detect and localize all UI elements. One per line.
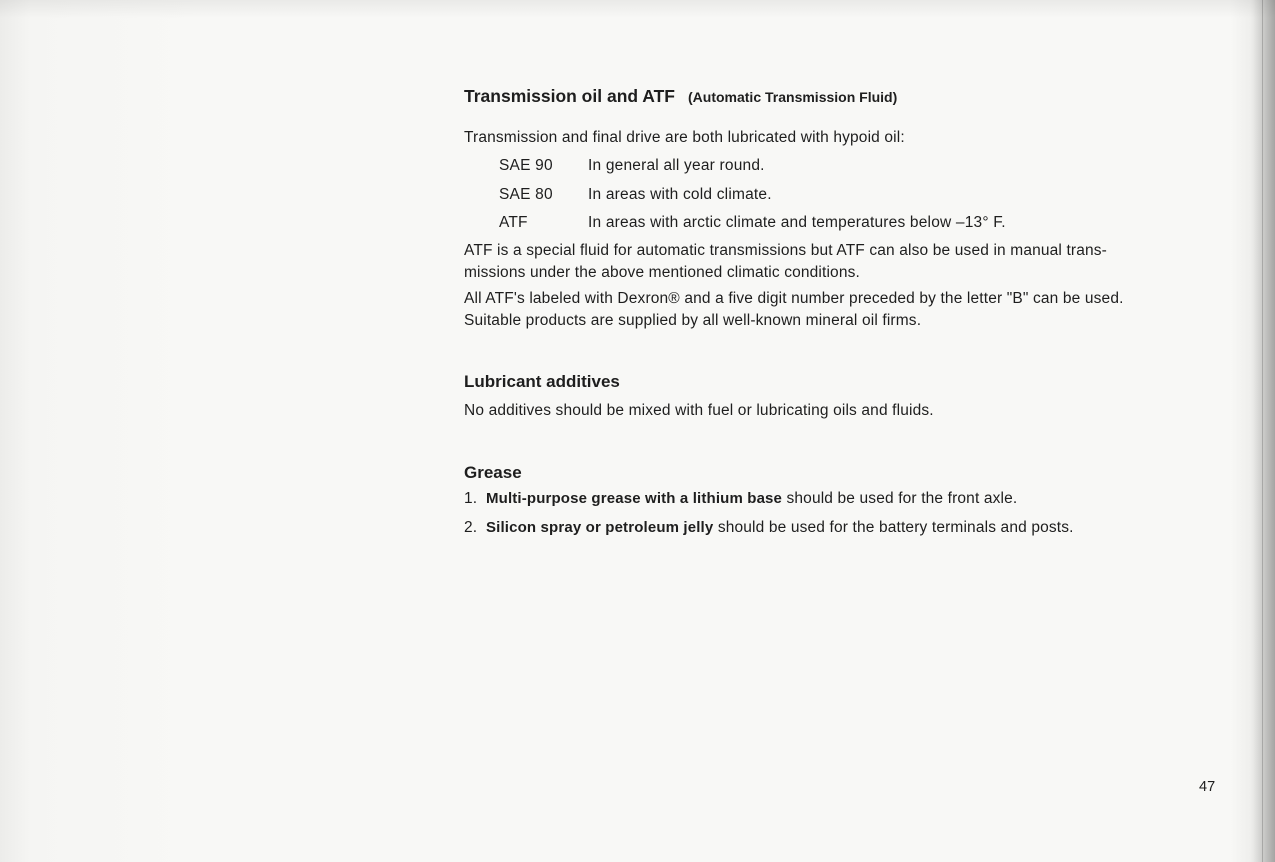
spec-row-sae80 xyxy=(499,186,772,204)
grease-list-item xyxy=(464,490,1017,508)
list-item-bold: Multi-purpose grease with a lithium base xyxy=(486,490,783,507)
atf-paragraph-line2: missions under the above mentioned climatic conditions. xyxy=(464,264,860,281)
dexron-paragraph-line2: Suitable products are supplied by all well-known mineral oil firms. xyxy=(464,312,922,329)
spec-row-atf xyxy=(499,214,1006,232)
spec-code: SAE 80 xyxy=(499,186,553,203)
atf-paragraph-line1: ATF is a special fluid for automatic transmissions but ATF can also be used in manual trans- xyxy=(464,242,1107,259)
list-number: 1. xyxy=(464,490,478,507)
lubricant-text: No additives should be mixed with fuel or lubricating oils and fluids. xyxy=(464,402,934,419)
spec-description: In areas with arctic climate and temperatures below –13° F. xyxy=(588,214,1006,231)
transmission-heading-title: Transmission oil and ATF xyxy=(464,86,675,106)
spec-code: SAE 90 xyxy=(499,157,553,174)
page-number: 47 xyxy=(1199,779,1216,795)
spec-row-sae90 xyxy=(499,157,765,175)
page-binding-shadow xyxy=(1253,0,1275,862)
spec-description: In areas with cold climate. xyxy=(588,186,772,203)
list-item-text: should be used for the battery terminals and posts. xyxy=(713,519,1074,536)
list-number: 2. xyxy=(464,519,478,536)
list-item-bold: Silicon spray or petroleum jelly xyxy=(486,519,714,536)
transmission-intro: Transmission and final drive are both lubricated with hypoid oil: xyxy=(464,129,905,146)
spec-description: In general all year round. xyxy=(588,157,765,174)
page-binding-edge xyxy=(1262,0,1263,862)
lubricant-heading: Lubricant additives xyxy=(464,372,620,391)
transmission-heading xyxy=(464,86,897,107)
grease-heading: Grease xyxy=(464,463,522,482)
list-item-text: should be used for the front axle. xyxy=(782,490,1018,507)
grease-list-item xyxy=(464,519,1074,537)
dexron-paragraph-line1: All ATF's labeled with Dexron® and a five digit number preceded by the letter "B" can be used. xyxy=(464,290,1124,307)
transmission-heading-subtitle: (Automatic Transmission Fluid) xyxy=(688,89,898,105)
top-edge-shadow xyxy=(0,0,1275,18)
spec-code: ATF xyxy=(499,214,528,231)
